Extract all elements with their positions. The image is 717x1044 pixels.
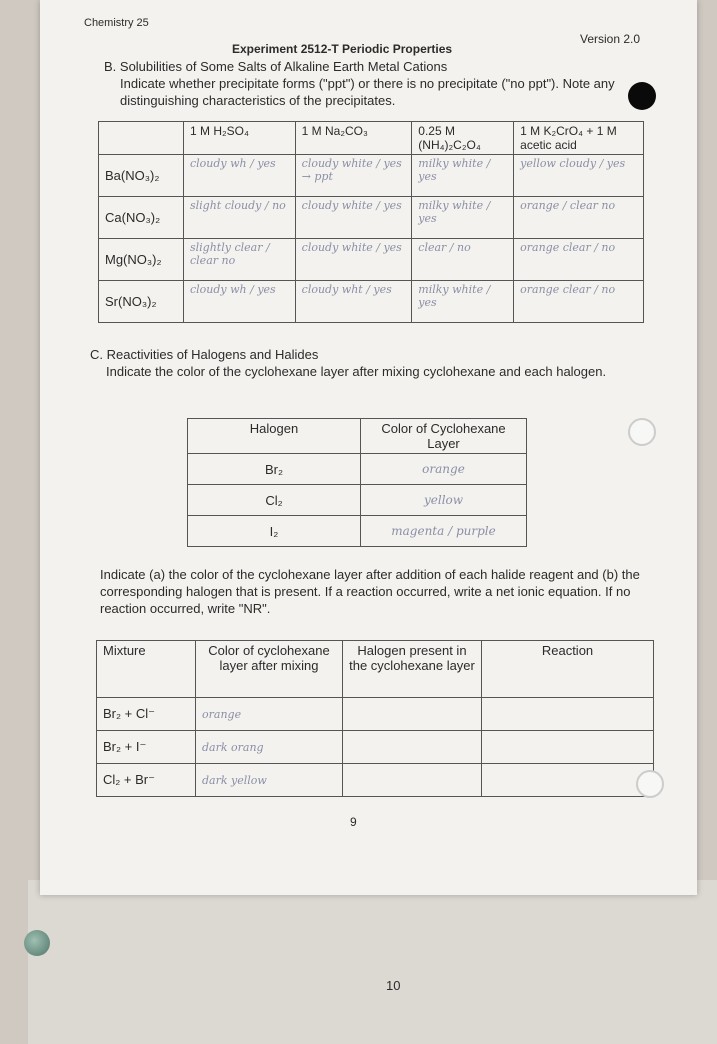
page-number: 9: [350, 815, 357, 829]
punch-hole-icon: [628, 82, 656, 110]
version-label: Version 2.0: [580, 32, 641, 46]
table-row: [97, 698, 654, 731]
solubility-col-chromate: 1 M K₂CrO₄ + 1 M acetic acid: [514, 122, 644, 155]
handwritten-observation: cloudy white / yes: [295, 239, 412, 281]
handwritten-observation: orange clear / no: [514, 239, 644, 281]
section-b: [104, 58, 634, 109]
halogen-header-row: [188, 419, 527, 454]
handwritten-color: yellow: [361, 485, 527, 516]
table-row: [188, 454, 527, 485]
mixture-col: Mixture: [97, 641, 196, 698]
halogen-present-cell: [343, 698, 482, 731]
color-after-mixing-col: Color of cyclohexane layer after mixing: [196, 641, 343, 698]
handwritten-observation: cloudy wh / yes: [184, 155, 296, 197]
table-row: [99, 155, 644, 197]
section-c-instruction: Indicate the color of the cyclohexane layer after mixing cyclohexane and each halogen.: [106, 364, 607, 379]
row-label: Mg(NO₃)₂: [99, 239, 184, 281]
reaction-cell: [482, 698, 654, 731]
handwritten-color: dark yellow: [196, 764, 343, 797]
mixture-label: Br₂ + I⁻: [97, 731, 196, 764]
handwritten-observation: slightly clear / clear no: [184, 239, 296, 281]
binder-ring-icon: [628, 418, 656, 446]
solubility-col-na2co3: 1 M Na₂CO₃: [295, 122, 412, 155]
handwritten-observation: orange clear / no: [514, 281, 644, 323]
solubility-header-row: [99, 122, 644, 155]
section-c-heading: C. Reactivities of Halogens and Halides: [90, 347, 319, 362]
experiment-title: Experiment 2512-T Periodic Properties: [232, 42, 453, 56]
handwritten-observation: milky white / yes: [412, 197, 514, 239]
halogen-color-table: [187, 418, 527, 547]
row-label: Sr(NO₃)₂: [99, 281, 184, 323]
handwritten-color: orange: [361, 454, 527, 485]
handwritten-observation: clear / no: [412, 239, 514, 281]
table-row: [97, 731, 654, 764]
reaction-cell: [482, 764, 654, 797]
solubility-col-blank: [99, 122, 184, 155]
solubility-table: [98, 121, 644, 323]
pushpin-icon: [24, 930, 50, 956]
handwritten-color: magenta / purple: [361, 516, 527, 547]
section-c: [90, 346, 630, 380]
next-page-number: 10: [386, 978, 401, 993]
course-name: Chemistry 25: [84, 17, 149, 29]
cyclohexane-color-col: Color of Cyclohexane Layer: [361, 419, 527, 454]
table-row: [99, 239, 644, 281]
handwritten-observation: cloudy white / yes → ppt: [295, 155, 412, 197]
mixture-label: Cl₂ + Br⁻: [97, 764, 196, 797]
handwritten-observation: slight cloudy / no: [184, 197, 296, 239]
handwritten-color: dark orang: [196, 731, 343, 764]
row-label: Ca(NO₃)₂: [99, 197, 184, 239]
reaction-col: Reaction: [482, 641, 654, 698]
solubility-col-h2so4: 1 M H₂SO₄: [184, 122, 296, 155]
reaction-cell: [482, 731, 654, 764]
halogen-present-cell: [343, 731, 482, 764]
section-b-instruction: Indicate whether precipitate forms ("ppt") or there is no precipitate ("no ppt"). Note any distinguishing characteristics of the precipitates.: [120, 76, 615, 108]
halide-header-row: [97, 641, 654, 698]
handwritten-observation: milky white / yes: [412, 155, 514, 197]
handwritten-observation: cloudy white / yes: [295, 197, 412, 239]
handwritten-observation: yellow cloudy / yes: [514, 155, 644, 197]
solubility-col-oxalate: 0.25 M (NH₄)₂C₂O₄: [412, 122, 514, 155]
halogen-name: I₂: [188, 516, 361, 547]
handwritten-observation: orange / clear no: [514, 197, 644, 239]
handwritten-observation: cloudy wh / yes: [184, 281, 296, 323]
table-row: [99, 281, 644, 323]
table-row: [99, 197, 644, 239]
halogen-col: Halogen: [188, 419, 361, 454]
halide-reaction-table: [96, 640, 654, 797]
handwritten-observation: milky white / yes: [412, 281, 514, 323]
mixture-label: Br₂ + Cl⁻: [97, 698, 196, 731]
next-page: [28, 880, 717, 1044]
halogen-present-cell: [343, 764, 482, 797]
halogen-present-col: Halogen present in the cyclohexane layer: [343, 641, 482, 698]
handwritten-color: orange: [196, 698, 343, 731]
halogen-name: Br₂: [188, 454, 361, 485]
table-row: [188, 485, 527, 516]
row-label: Ba(NO₃)₂: [99, 155, 184, 197]
handwritten-observation: cloudy wht / yes: [295, 281, 412, 323]
halogen-name: Cl₂: [188, 485, 361, 516]
section-c-instruction-2: Indicate (a) the color of the cyclohexane layer after addition of each halide reagent and (b) the corresponding halogen that is present. If a reaction occurred, write a net ionic equation. If no reaction occurred, write "NR".: [100, 567, 640, 616]
table-row: [188, 516, 527, 547]
table-row: [97, 764, 654, 797]
binder-ring-icon: [636, 770, 664, 798]
section-b-heading: B. Solubilities of Some Salts of Alkaline Earth Metal Cations: [104, 59, 448, 74]
